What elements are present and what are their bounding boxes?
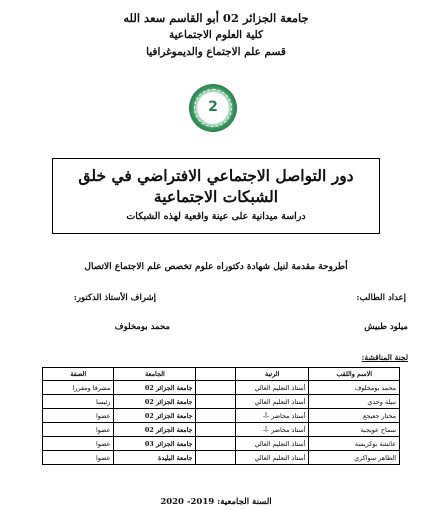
member-name: سماح عويجبة <box>309 423 400 437</box>
student-name: ميلود طبيش <box>364 322 408 332</box>
header-role: الصفة <box>43 368 114 381</box>
member-role: عضوا <box>43 423 114 437</box>
header-university: الجامعة <box>114 368 196 381</box>
supervisor-name: محمد بومخلوف <box>114 322 170 332</box>
member-rank: أستاذ محاضر -أ- <box>235 423 309 437</box>
header-name: الاسم واللقب <box>309 368 400 381</box>
thesis-cover-page <box>6 0 426 510</box>
blank-cell <box>196 381 235 395</box>
title-box <box>52 158 380 234</box>
table-row <box>43 423 400 437</box>
member-role: مشرفا ومقررا <box>43 381 114 395</box>
thesis-title-line2: الشبكات الاجتماعية <box>153 187 279 206</box>
member-rank: أستاذ التعليم العالي <box>235 381 309 395</box>
thesis-subtitle: دراسة ميدانية على عينة واقعية لهذه الشبكات <box>126 211 306 222</box>
member-role: رئيسا <box>43 395 114 409</box>
table-row <box>43 395 400 409</box>
member-university: جامعة البليدة <box>114 451 196 465</box>
member-rank: أستاذ التعليم العالي <box>235 451 309 465</box>
thesis-title-line1: دور التواصل الاجتماعي الافتراضي في خلق <box>78 166 354 185</box>
university-name: جامعة الجزائر 02 أبو القاسم سعد الله <box>123 11 309 25</box>
member-university: جامعة الجزائر 02 <box>114 381 196 395</box>
table-header-row <box>43 368 400 381</box>
blank-cell <box>196 409 235 423</box>
member-rank: أستاذ التعليم العالي <box>235 437 309 451</box>
institution-header <box>6 10 426 61</box>
seal-glyph: 2 <box>203 97 223 117</box>
table-row <box>43 451 400 465</box>
committee-label: لجنة المناقشة: <box>361 353 408 362</box>
member-university: جامعة الجزائر 02 <box>114 409 196 423</box>
member-rank: أستاذ محاضر -أ- <box>235 409 309 423</box>
blank-cell <box>196 395 235 409</box>
blank-cell <box>196 437 235 451</box>
member-name: مختار جعيجع <box>309 409 400 423</box>
member-name: عائشة بوكريسة <box>309 437 400 451</box>
prepared-by-label: إعداد الطالب: <box>356 293 406 303</box>
faculty-name: كلية العلوم الاجتماعية <box>168 29 264 41</box>
member-role: عضوا <box>43 451 114 465</box>
committee-table <box>42 367 400 465</box>
supervisor-label: إشراف الأستاذ الدكتور: <box>73 293 156 303</box>
department-name: قسم علم الاجتماع والديموغرافيا <box>146 46 286 58</box>
university-seal-icon <box>189 84 237 132</box>
header-rank: الرتبة <box>235 368 309 381</box>
header-blank <box>196 368 235 381</box>
thesis-statement: أطروحة مقدمة لنيل شهادة دكتوراه علوم تخصص علم الاجتماع الاتصال <box>84 262 348 272</box>
member-university: جامعة الجزائر 02 <box>114 423 196 437</box>
member-rank: أستاذ التعليم العالي <box>235 395 309 409</box>
member-university: جامعة الجزائر 02 <box>114 395 196 409</box>
table-row <box>43 409 400 423</box>
blank-cell <box>196 423 235 437</box>
table-row <box>43 437 400 451</box>
member-name: محمد بومخلوف <box>309 381 400 395</box>
member-university: جامعة الجزائر 03 <box>114 437 196 451</box>
member-role: عضوا <box>43 437 114 451</box>
member-role: عضوا <box>43 409 114 423</box>
blank-cell <box>196 451 235 465</box>
member-name: الطاهر سواكري <box>309 451 400 465</box>
academic-year: السنة الجامعية: 2019- 2020 <box>160 497 272 507</box>
member-name: نبيلة وحدي <box>309 395 400 409</box>
table-row <box>43 381 400 395</box>
